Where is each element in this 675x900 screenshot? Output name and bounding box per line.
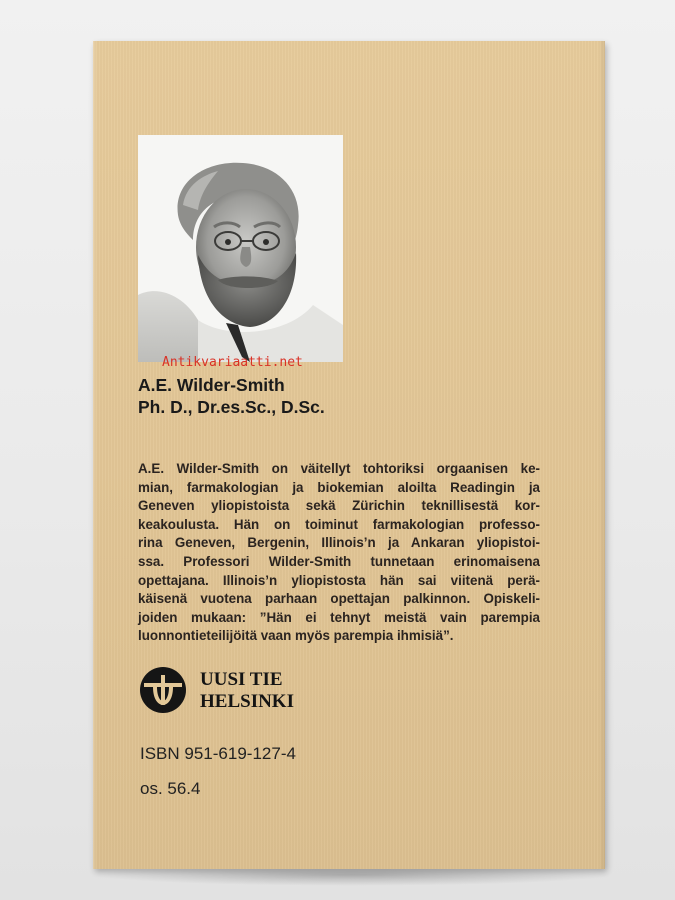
bio-line: mian, farmakologian ja biokemian aloilta Readingin ja (138, 479, 540, 495)
cover-left-edge (93, 41, 97, 869)
author-name: A.E. Wilder-Smith (138, 375, 285, 395)
author-portrait (138, 135, 343, 362)
bio-line: luonnontieteilijöitä vaan myös parempia ihmisiä”. (138, 628, 454, 644)
book-back-cover (93, 41, 605, 869)
author-heading (138, 374, 478, 418)
bio-line: rina Geneven, Bergenin, Illinois’n ja Ankaran yliopistoi- (138, 535, 540, 551)
cover-right-edge (599, 41, 605, 869)
bio-line: Geneven yliopistoista sekä Zürichin teknillisestä kor- (138, 498, 540, 514)
uusi-tie-logo-icon (138, 665, 188, 715)
author-biography (138, 460, 540, 646)
publisher-name (200, 669, 294, 713)
bio-line: joiden mukaan: ”Hän ei tehnyt meistä vain parempia (138, 609, 540, 625)
publisher-line-1: UUSI TIE (200, 669, 283, 690)
author-degrees: Ph. D., Dr.es.Sc., D.Sc. (138, 397, 325, 417)
bio-line: ssa. Professori Wilder-Smith tunnetaan erinomaisena (138, 553, 540, 569)
bio-line: käisenä vuotena parhaan opettajan palkinnon. Opiskeli- (138, 591, 540, 607)
bio-line: keakoulusta. Hän on toiminut farmakologian professo- (138, 516, 540, 532)
bio-line: opettajana. Illinois’n yliopistosta hän sai viitenä perä- (138, 572, 540, 588)
author-portrait-photo-icon (138, 135, 343, 362)
isbn-number: ISBN 951-619-127-4 (140, 744, 296, 763)
publisher-line-2: HELSINKI (200, 691, 294, 712)
bio-line: A.E. Wilder-Smith on väitellyt tohtoriksi orgaanisen ke- (138, 461, 540, 476)
price-code: os. 56.4 (140, 779, 201, 798)
watermark-text: Antikvariaatti.net (162, 355, 303, 370)
